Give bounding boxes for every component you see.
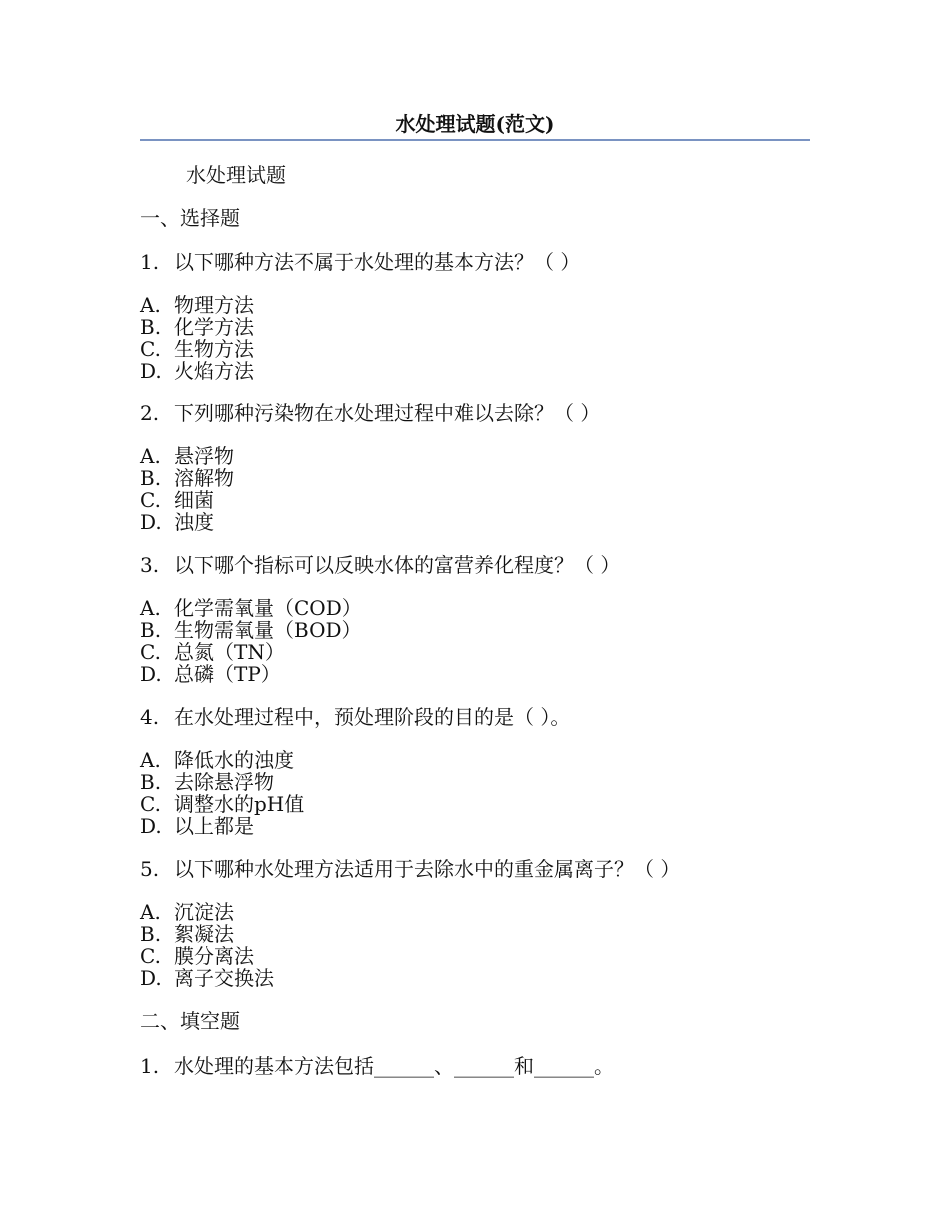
section-heading-choice: 一、选择题 [140,206,240,230]
option-item [140,489,234,511]
option-item [140,967,274,989]
fill-in-question-1 [140,1052,614,1080]
option-item [140,338,254,360]
question-number: 1. [140,1054,160,1078]
question-number: 2. [140,401,160,425]
option-text: 总氮（TN） [174,640,285,664]
option-text: 去除悬浮物 [174,770,274,794]
question-3 [140,551,620,579]
options-1 [140,294,254,382]
option-item [140,360,254,382]
option-text: 生物需氧量（BOD） [174,618,362,642]
option-letter: A. [140,596,161,620]
options-2 [140,445,234,533]
option-letter: C. [140,792,161,816]
option-text: 总磷（TP） [174,662,281,686]
option-letter: A. [140,293,161,317]
option-text: 溶解物 [174,466,234,490]
option-item [140,793,304,815]
option-letter: D. [140,359,162,383]
option-text: 沉淀法 [174,900,234,924]
option-item [140,641,362,663]
option-letter: A. [140,900,161,924]
option-letter: C. [140,488,161,512]
option-text: 降低水的浊度 [174,748,294,772]
question-number: 1. [140,250,160,274]
option-letter: C. [140,640,161,664]
option-text: 絮凝法 [174,922,234,946]
option-item [140,445,234,467]
option-text: 调整水的pH值 [174,792,305,816]
option-letter: D. [140,966,162,990]
question-text: 以下哪个指标可以反映水体的富营养化程度？（ ） [174,553,621,577]
option-letter: A. [140,748,161,772]
option-letter: B. [140,466,162,490]
document-title: 水处理试题(范文) [395,112,555,136]
options-5 [140,901,274,989]
option-letter: B. [140,770,162,794]
option-letter: B. [140,922,162,946]
options-4 [140,749,304,837]
question-number: 3. [140,553,160,577]
option-item [140,663,362,685]
question-number: 4. [140,705,160,729]
option-item [140,467,234,489]
question-2 [140,399,600,427]
option-item [140,815,304,837]
option-letter: C. [140,337,161,361]
question-number: 5. [140,857,160,881]
option-letter: A. [140,444,161,468]
option-text: 离子交换法 [174,966,274,990]
question-text: 在水处理过程中，预处理阶段的目的是（ ）。 [174,705,571,729]
option-item [140,597,362,619]
option-text: 膜分离法 [174,944,254,968]
option-text: 化学需氧量（COD） [174,596,362,620]
option-text: 以上都是 [174,814,254,838]
option-item [140,771,304,793]
document-subtitle: 水处理试题 [186,163,286,187]
option-text: 火焰方法 [174,359,254,383]
title-divider [140,139,810,141]
question-5 [140,855,680,883]
question-text: 以下哪种水处理方法适用于去除水中的重金属离子？（ ） [174,857,681,881]
option-letter: D. [140,814,162,838]
option-letter: B. [140,618,162,642]
option-item [140,923,274,945]
option-letter: C. [140,944,161,968]
option-item [140,901,274,923]
option-item [140,619,362,641]
option-text: 细菌 [174,488,214,512]
option-letter: D. [140,662,162,686]
question-text: 下列哪种污染物在水处理过程中难以去除？（ ） [174,401,601,425]
option-text: 生物方法 [174,337,254,361]
option-text: 化学方法 [174,315,254,339]
question-text: 水处理的基本方法包括______、______和______。 [174,1054,614,1078]
option-item [140,316,254,338]
question-text: 以下哪种方法不属于水处理的基本方法？（ ） [174,250,581,274]
option-text: 物理方法 [174,293,254,317]
option-item [140,945,274,967]
option-letter: B. [140,315,162,339]
option-item [140,294,254,316]
options-3 [140,597,362,685]
option-text: 浊度 [174,510,214,534]
question-1 [140,248,580,276]
option-item [140,749,304,771]
option-text: 悬浮物 [174,444,234,468]
section-heading-fill-in: 二、填空题 [140,1009,240,1033]
option-item [140,511,234,533]
question-4 [140,703,570,731]
option-letter: D. [140,510,162,534]
